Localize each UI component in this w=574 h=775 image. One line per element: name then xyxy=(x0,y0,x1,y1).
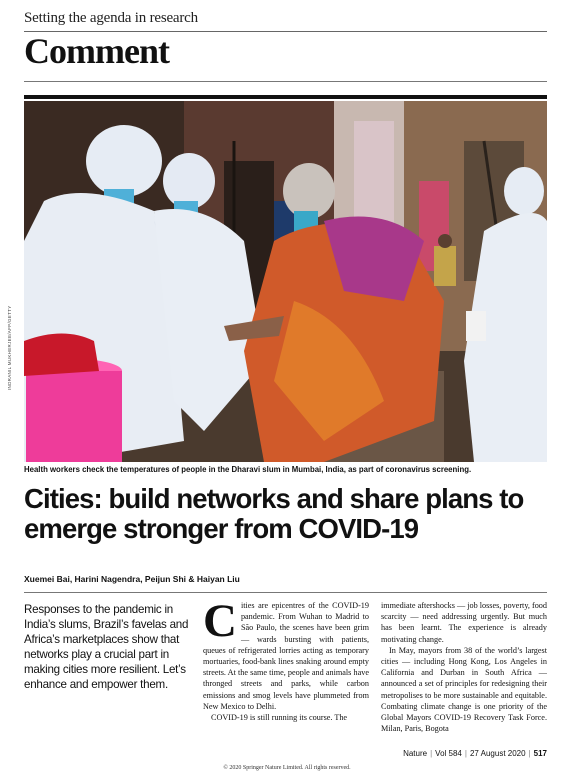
photo-caption: Health workers check the temperatures of people in the Dharavi slum in Mumbai, India, as part of coronavirus screening. xyxy=(24,465,472,474)
authors-rule xyxy=(24,592,547,593)
section-rule xyxy=(24,81,547,82)
drop-cap: C xyxy=(203,595,237,647)
page-number: 517 xyxy=(533,749,547,758)
photo-top-rule xyxy=(24,95,547,99)
headline-line-1: Cities: build networks and share plans to xyxy=(24,483,524,514)
issue-date: 27 August 2020 xyxy=(469,749,526,758)
photo-credit: INDRANIL MUKHERJEE/AFP/GETTY xyxy=(7,305,12,390)
body-column-1 xyxy=(203,595,369,723)
body-paragraph: ities are epicentres of the COVID-19 pandemic. From Wuhan to Madrid to São Paulo, the scenes have been grim — wards bursting with patients, queues of refrigerated lorries acting as temporary mortuaries, food-bank lines snaking around empty streets. At the same time, people and animals have thronged streets and parks, while carbon emissions and smog levels have plummeted from New Mexico to Delhi. xyxy=(203,601,369,711)
hero-photo xyxy=(24,101,547,462)
article-authors: Xuemei Bai, Harini Nagendra, Peijun Shi & Haiyan Liu xyxy=(24,574,240,584)
headline-line-2: emerge stronger from COVID-19 xyxy=(24,513,419,544)
body-paragraph: immediate aftershocks — job losses, poverty, food scarcity — need addressing urgently. But much has been learnt. The experience is already motivating change. xyxy=(381,601,547,644)
body-paragraph: COVID-19 is still running its course. The xyxy=(211,713,348,723)
body-column-2 xyxy=(381,600,547,734)
copyright-notice: © 2020 Springer Nature Limited. All rights reserved. xyxy=(223,765,351,771)
article-standfirst: Responses to the pandemic in India’s slums, Brazil’s favelas and Africa’s marketplaces show that networks play a crucial part in making cities more resilient. Let’s enhance and empower them. xyxy=(24,603,189,692)
page-folio: Nature | Vol 584 | 27 August 2020 | 517 xyxy=(403,749,547,758)
article-headline xyxy=(24,484,547,544)
journal-name: Nature xyxy=(403,749,428,758)
body-paragraph: In May, mayors from 38 of the world’s largest cities — including Hong Kong, Los Angeles in California and Durban in South Africa — announced a set of principles for redesigning their metropolises to be more sustainable and equitable. Combating climate change is one priority of the Global Mayors COVID-19 Recovery Task Force. Milan, Paris, Bogota xyxy=(381,645,547,734)
section-kicker: Setting the agenda in research xyxy=(24,10,198,26)
section-title: Comment xyxy=(24,31,169,71)
journal-volume: Vol 584 xyxy=(435,749,462,758)
